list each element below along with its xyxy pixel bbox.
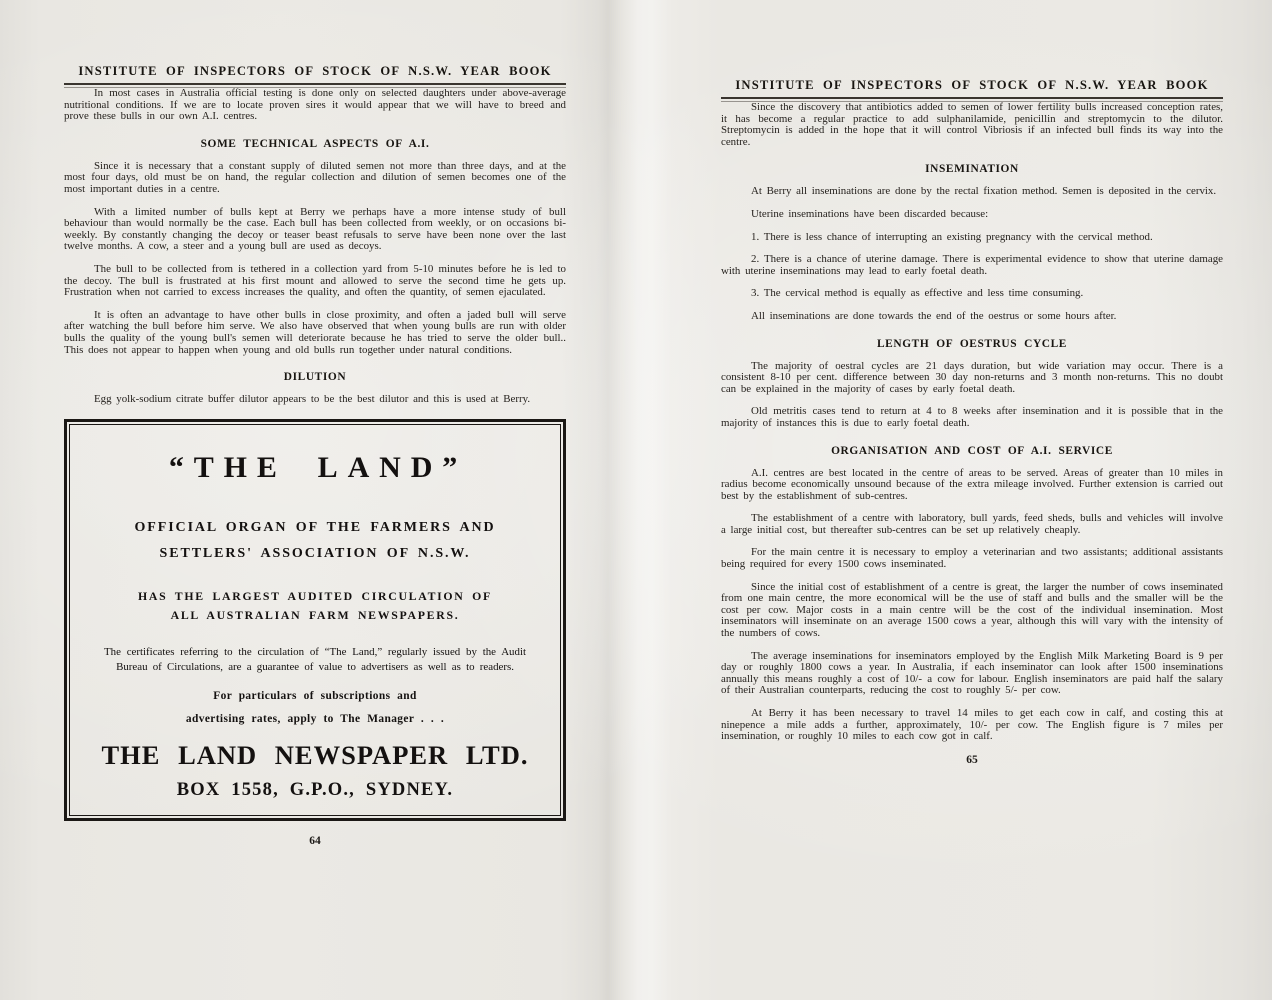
ad-certificates-paragraph: The certificates referring to the circulation of “The Land,” regularly issued by the Audit Bureau of Circulations, are a guarantee of value to advertisers as well as to readers. <box>104 645 526 673</box>
section-heading-organisation-cost: ORGANISATION AND COST OF A.I. SERVICE <box>831 444 1113 457</box>
ad-organ-line1: OFFICIAL ORGAN OF THE FARMERS AND <box>134 519 496 535</box>
right-paragraph-1: Since the discovery that antibiotics added to semen of lower fertility bulls increased conception rates, it has become a regular practice to add sulphanilamide, penicillin and streptomycin to the dilutor. Streptomycin is added in the hope that it will control Vibriosis if an infected bull finds its way into the centre. <box>721 101 1223 148</box>
right-paragraph-11: The establishment of a centre with laboratory, bull yards, feed sheds, bulls and vehicles will involve a large initial cost, but thereafter sub-centres can be set up relatively cheaply. <box>721 512 1223 536</box>
ad-circulation-line1: HAS THE LARGEST AUDITED CIRCULATION OF <box>138 588 492 603</box>
ad-organ-line2: SETTLERS' ASSOCIATION OF N.S.W. <box>159 545 471 561</box>
header-rule <box>64 83 566 85</box>
left-paragraph-6: Egg yolk-sodium citrate buffer dilutor appears to be the best dilutor and this is used at Berry. <box>94 393 531 406</box>
right-paragraph-3: Uterine inseminations have been discarded because: <box>751 207 989 220</box>
left-paragraph-4: The bull to be collected from is tethered in a collection yard from 5-10 minutes before he is led to the decoy. The bull is frustrated at his first mount and allowed to serve the second time he gets up. Frustration when not carried to excess increases the quality, and often the quantity, of semen ejaculated. <box>64 262 566 299</box>
left-paragraph-2: Since it is necessary that a constant supply of diluted semen not more than three days, and at the most four days, old must be on hand, the regular collection and dilution of semen becomes one of the most important duties in a centre. <box>64 159 566 195</box>
right-paragraph-15: At Berry it has been necessary to travel 14 miles to get each cow in calf, and costing this at ninepence a mile adds a further, approximately, 10/- per cow. The English figure is 7 miles per insemination, or roughly 10 miles to each cow got in calf. <box>721 707 1223 743</box>
ad-subscriptions-line2: advertising rates, apply to The Manager . . . <box>185 712 445 725</box>
right-paragraph-2: At Berry all inseminations are done by the rectal fixation method. Semen is deposited in the cervix. <box>751 185 1217 198</box>
the-land-advertisement-inner <box>69 424 561 816</box>
right-list-item-1: 1. There is less chance of interrupting an existing pregnancy with the cervical method. <box>751 230 1153 243</box>
right-page <box>721 0 1223 766</box>
section-heading-insemination: INSEMINATION <box>925 163 1019 176</box>
left-paragraph-1: In most cases in Australia official testing is done only on selected daughters under above-average nutritional conditions. If we are to locate proven sires it would appear that we will have to breed and prove these bulls in our own A.I. centres. <box>64 87 566 123</box>
the-land-advertisement <box>64 419 566 821</box>
ad-circulation-line2: ALL AUSTRALIAN FARM NEWSPAPERS. <box>170 607 460 622</box>
right-paragraph-14: The average inseminations for inseminators employed by the English Milk Marketing Board is 9 per day or roughly 1800 cows a year. In Australia, if each inseminator can look after 1500 inseminations annually this means roughly a cost of 10/- a cow for labour. English inseminators are paid half the salary of their Australian counterparts, reducing the cost to roughly 5/- per cow. <box>721 649 1223 697</box>
right-list-item-2: 2. There is a chance of uterine damage. There is experimental evidence to show that uterine damage with uterine inseminations may lead to early foetal death. <box>721 253 1223 277</box>
right-paragraph-8: The majority of oestral cycles are 21 days duration, but wide variation may occur. There is a consistent 8-10 per cent. difference between 30 day non-returns and 3 month non-returns. This no doubt can be explained in the majority of cases by early foetal death. <box>721 359 1223 395</box>
right-paragraph-9: Old metritis cases tend to return at 4 to 8 weeks after insemination and it is possible that in the majority of instances this is due to early foetal death. <box>721 405 1223 429</box>
left-running-header: INSTITUTE OF INSPECTORS OF STOCK OF N.S.W. YEAR BOOK <box>78 64 552 78</box>
left-page <box>64 0 566 847</box>
right-page-number: 65 <box>966 753 978 766</box>
ad-subscriptions-line1: For particulars of subscriptions and <box>213 689 417 702</box>
ad-company-address: BOX 1558, G.P.O., SYDNEY. <box>176 779 454 800</box>
right-paragraph-12: For the main centre it is necessary to employ a veterinarian and two assistants; additional assistants being required for every 1500 cows inseminated. <box>721 546 1223 571</box>
header-rule <box>721 97 1223 99</box>
section-heading-technical-aspects: SOME TECHNICAL ASPECTS OF A.I. <box>200 137 430 150</box>
ad-company-name: THE LAND NEWSPAPER LTD. <box>101 739 529 770</box>
right-paragraph-10: A.I. centres are best located in the centre of areas to be served. Areas of greater than 10 miles in radius become economically unsound because of the extra mileage involved. Further extension is carried out best by the establishment of sub-centres. <box>721 466 1223 502</box>
left-paragraph-3: With a limited number of bulls kept at Berry we perhaps have a more intense study of bull behaviour than would normally be the case. Each bull has been collected from weekly, or on occasions bi-weekly. By constantly changing the decoy or teaser beast refusals to serve have been none over the last twelve months. A cow, a steer and a young bull are used as decoys. <box>64 205 566 253</box>
left-paragraph-5: It is often an advantage to have other bulls in close proximity, and often a jaded bull will serve after watching the bull before him serve. We also have observed that when young bulls are run with older bulls the quality of the young bull's semen will deteriorate because he has tried to serve the older bull.. This does not appear to happen when young and old bulls run together under natural conditions. <box>64 308 566 356</box>
section-heading-dilution: DILUTION <box>283 371 347 384</box>
right-list-item-3: 3. The cervical method is equally as effective and less time consuming. <box>751 287 1084 300</box>
ad-masthead-title: “THE LAND” <box>168 450 468 484</box>
right-paragraph-13: Since the initial cost of establishment of a centre is great, the larger the number of cows inseminated from one main centre, the more economical will be the use of staff and bulls and the smaller will be the cost per cow. Major costs in a main centre will be the cost of the individual insemination. Most inseminators will inseminate on an average 1500 cows a year, although this will vary with the intensity of the numbers of cows. <box>721 580 1223 640</box>
right-running-header: INSTITUTE OF INSPECTORS OF STOCK OF N.S.W. YEAR BOOK <box>735 78 1209 92</box>
ad-organ-text <box>92 515 538 567</box>
left-page-number: 64 <box>309 834 321 847</box>
section-heading-oestrus-cycle: LENGTH OF OESTRUS CYCLE <box>876 337 1068 350</box>
right-paragraph-7: All inseminations are done towards the end of the oestrus or some hours after. <box>751 309 1117 322</box>
ad-circulation-text <box>92 587 538 625</box>
